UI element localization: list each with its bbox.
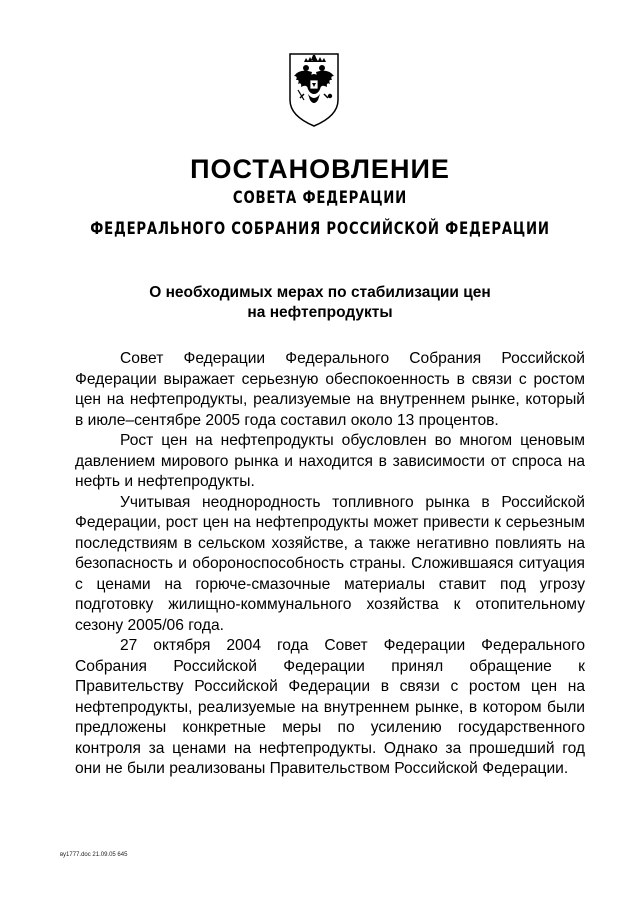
resolution-heading bbox=[0, 283, 640, 323]
body-paragraph-4: 27 октября 2004 года Совет Федерации Федерального Собрания Российской Федерации принял обращение к Правительству Российской Федерации в связи с ростом цен на нефтепродукты, реализуемые на внутреннем рынке, в котором были предложены конкретные меры по усилению государственного контроля за ценами на нефтепродукты. Однако за прошедший год они не были реализованы Правительством Российской Федерации. bbox=[75, 637, 585, 777]
resolution-heading-line1: О необходимых мерах по стабилизации цен bbox=[149, 284, 491, 301]
document-file-code: ву1777.doc 21.09.05 645 bbox=[60, 852, 128, 858]
document-subtitle-line2: ФЕДЕРАЛЬНОГО СОБРАНИЯ РОССИЙСКОЙ ФЕДЕРАЦИИ bbox=[90, 219, 550, 239]
body-paragraph-3: Учитывая неоднородность топливного рынка в Российской Федерации, рост цен на нефтепродукты может привести к серьезным последствиям в сельском хозяйстве, а также негативно повлиять на безопасность и обороноспособность страны. Сложившаяся ситуация с ценами на горюче-смазочные материалы ставит под угрозу подготовку жилищно-коммунального хозяйства к отопительному сезону 2005/06 года. bbox=[75, 493, 585, 634]
coat-of-arms-icon bbox=[284, 50, 344, 130]
resolution-heading-line2: на нефтепродукты bbox=[247, 304, 393, 321]
body-paragraph-2: Рост цен на нефтепродукты обусловлен во многом ценовым давлением мирового рынка и находится в зависимости от спроса на нефть и нефтепродукты. bbox=[75, 432, 585, 490]
body-paragraph-1: Совет Федерации Федерального Собрания Российской Федерации выражает серьезную обеспокоенность в связи с ростом цен на нефтепродукты, реализуемые на внутреннем рынке, который в июле–сентябре 2005 года составил около 13 процентов. bbox=[75, 350, 585, 429]
document-subtitle-line1: СОВЕТА ФЕДЕРАЦИИ bbox=[232, 188, 408, 208]
resolution-body bbox=[75, 349, 585, 780]
document-title: ПОСТАНОВЛЕНИЕ bbox=[190, 154, 450, 184]
